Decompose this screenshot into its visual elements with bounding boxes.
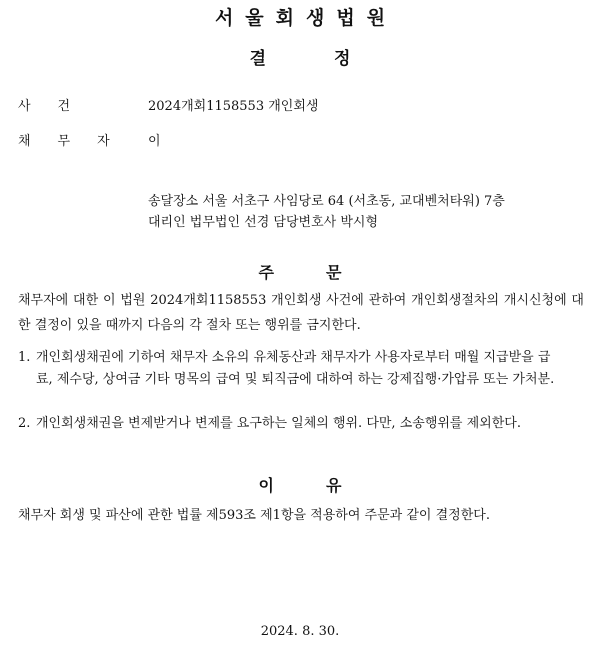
court-name: 서울회생법원 bbox=[214, 7, 398, 29]
order-item-text: 개인회생채권에 기하여 채무자 소유의 유체동산과 채무자가 사용자로부터 매월 지급받을 급료, 제수당, 상여금 기타 명목의 급여 및 퇴직금에 대하여 하는 강제집행·가압류 또는 가처분. bbox=[36, 350, 555, 387]
debtor-value: 이 bbox=[148, 134, 161, 149]
case-value: 2024개회1158553 개인회생 bbox=[148, 99, 319, 114]
reason-text: 채무자 회생 및 파산에 관한 법률 제593조 제1항을 적용하여 주문과 같이 결정한다. bbox=[18, 508, 490, 523]
order-item-number: 2. bbox=[18, 416, 31, 431]
order-item-2 bbox=[18, 413, 566, 435]
decision-date: 2024. 8. 30. bbox=[260, 624, 340, 639]
order-item-text: 개인회생채권을 변제받거나 변제를 요구하는 일체의 행위. 다만, 소송행위를 제외한다. bbox=[36, 416, 521, 431]
reason-heading: 이유 bbox=[258, 476, 394, 495]
order-heading: 주문 bbox=[258, 263, 394, 282]
order-intro: 채무자에 대한 이 법원 2024개회1158553 개인회생 사건에 관하여 개인회생절차의 개시신청에 대한 결정이 있을 때까지 다음의 각 절차 또는 행위를 금지한다. bbox=[18, 293, 584, 333]
case-label: 사건 bbox=[18, 99, 98, 114]
service-address: 송달장소 서울 서초구 사임당로 64 (서초동, 교대벤처타워) 7층 bbox=[148, 194, 505, 209]
order-item-number: 1. bbox=[18, 350, 31, 365]
order-item-1 bbox=[18, 347, 566, 391]
agent-line: 대리인 법무법인 선경 담당변호사 박시형 bbox=[148, 215, 379, 230]
document-type-title: 결정 bbox=[249, 49, 419, 69]
debtor-label: 채무자 bbox=[18, 134, 137, 149]
